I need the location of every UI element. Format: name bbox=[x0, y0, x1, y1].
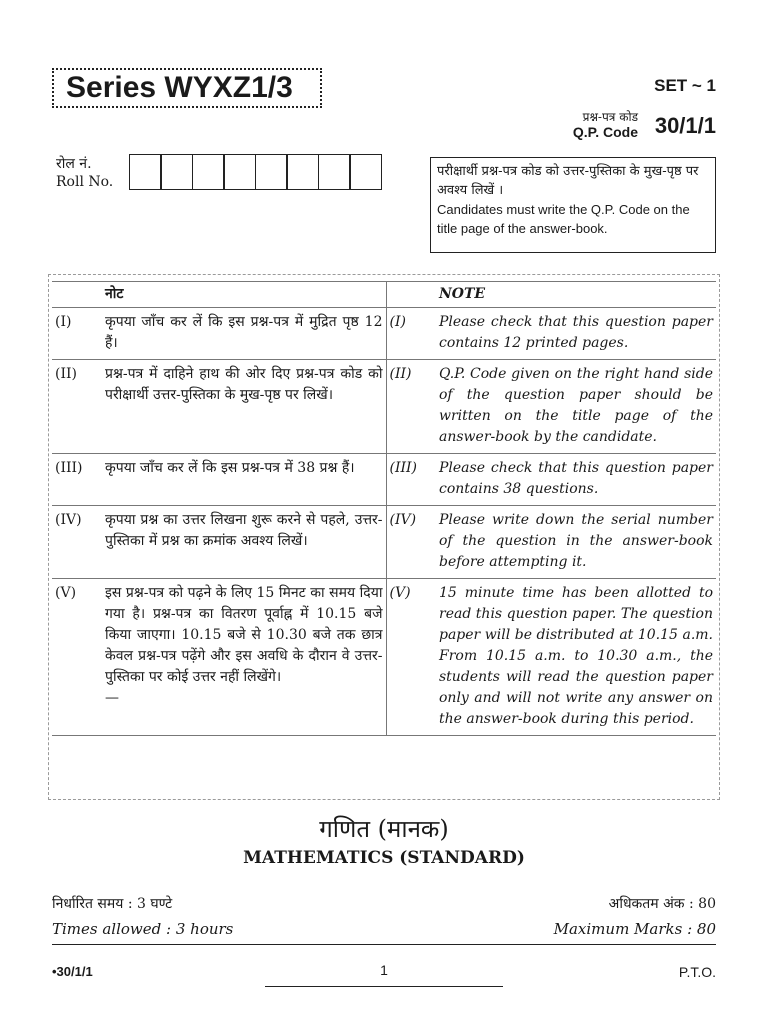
time-allowed-english: Times allowed : 3 hours bbox=[52, 920, 234, 938]
instruction-number-english: (II) bbox=[386, 360, 436, 454]
roll-number-box[interactable] bbox=[255, 154, 288, 190]
instruction-number-english: (III) bbox=[386, 454, 436, 506]
note-heading-hindi: नोट bbox=[102, 282, 386, 308]
instructions-heading-row bbox=[52, 282, 716, 308]
instruction-row bbox=[52, 360, 716, 454]
instruction-row bbox=[52, 454, 716, 506]
roll-number-box[interactable] bbox=[192, 154, 225, 190]
instruction-number-hindi: (II) bbox=[52, 360, 102, 454]
instruction-text-hindi: प्रश्न-पत्र में दाहिने हाथ की ओर दिए प्रश्न-पत्र कोड को परीक्षार्थी उत्तर-पुस्तिका के मुख-पृष्ठ पर लिखें। bbox=[102, 360, 386, 454]
pto-label: P.T.O. bbox=[678, 964, 716, 980]
roll-number-box[interactable] bbox=[349, 154, 382, 190]
roll-label-english: Roll No. bbox=[56, 174, 114, 190]
instruction-row bbox=[52, 308, 716, 360]
subject-title-english: MATHEMATICS (STANDARD) bbox=[243, 848, 525, 868]
footer-code: •30/1/1 bbox=[52, 964, 93, 979]
note-heading-english: NOTE bbox=[436, 282, 716, 308]
roll-number-box[interactable] bbox=[318, 154, 351, 190]
max-marks-hindi: अधिकतम अंक : 80 bbox=[608, 896, 716, 912]
roll-number-boxes bbox=[130, 154, 382, 190]
time-allowed-hindi: निर्धारित समय : 3 घण्टे bbox=[52, 896, 173, 912]
set-label: SET ~ 1 bbox=[654, 76, 716, 95]
instruction-text-english: Q.P. Code given on the right hand side of the question paper should be written on the title page of the answer-book by the candidate. bbox=[436, 360, 716, 454]
instruction-number-hindi: (III) bbox=[52, 454, 102, 506]
instructions-table bbox=[52, 281, 716, 736]
max-marks-english: Maximum Marks : 80 bbox=[553, 920, 716, 938]
instruction-text-english: Please write down the serial number of the question in the answer-book before attempting it. bbox=[436, 506, 716, 579]
footer-divider bbox=[265, 986, 503, 987]
instruction-text-hindi: कृपया जाँच कर लें कि इस प्रश्न-पत्र में 38 प्रश्न हैं। bbox=[102, 454, 386, 506]
instruction-number-hindi: (V) bbox=[52, 579, 102, 736]
instruction-number-english: (I) bbox=[386, 308, 436, 360]
instruction-row bbox=[52, 506, 716, 579]
roll-number-box[interactable] bbox=[223, 154, 256, 190]
qp-code-label-hindi: प्रश्न-पत्र कोड bbox=[582, 110, 638, 124]
instruction-number-english: (V) bbox=[386, 579, 436, 736]
roll-number-box[interactable] bbox=[129, 154, 162, 190]
roll-number-box[interactable] bbox=[160, 154, 193, 190]
instruction-text-english: Please check that this question paper contains 38 questions. bbox=[436, 454, 716, 506]
instruction-end-dash: — bbox=[105, 690, 119, 706]
instruction-text-hindi: कृपया जाँच कर लें कि इस प्रश्न-पत्र में मुद्रित पृष्ठ 12 हैं। bbox=[102, 308, 386, 360]
roll-label-hindi: रोल नं. bbox=[56, 156, 92, 172]
divider bbox=[52, 944, 716, 945]
candidate-note-english: Candidates must write the Q.P. Code on the title page of the answer-book. bbox=[437, 202, 690, 236]
instruction-number-english: (IV) bbox=[386, 506, 436, 579]
candidate-note-hindi: परीक्षार्थी प्रश्न-पत्र कोड को उत्तर-पुस्तिका के मुख-पृष्ठ पर अवश्य लिखें । bbox=[437, 164, 699, 198]
instruction-text-hindi: इस प्रश्न-पत्र को पढ़ने के लिए 15 मिनट का समय दिया गया है। प्रश्न-पत्र का वितरण पूर्वाह्न में 10.15 बजे किया जाएगा। 10.15 बजे से 10.30 बजे तक छात्र केवल प्रश्न-पत्र पढ़ेंगे और इस अवधि के दौरान वे उत्तर-पुस्तिका पर कोई उत्तर नहीं लिखेंगे। bbox=[105, 585, 383, 685]
qp-code-label-english: Q.P. Code bbox=[572, 124, 638, 140]
subject-title-hindi: गणित (मानक) bbox=[319, 815, 449, 843]
page-number: 1 bbox=[380, 962, 388, 978]
instruction-text-hindi: कृपया प्रश्न का उत्तर लिखना शुरू करने से पहले, उत्तर-पुस्तिका में प्रश्न का क्रमांक अवश्य लिखें। bbox=[102, 506, 386, 579]
instruction-text-english: 15 minute time has been allotted to read this question paper. The question paper will be distributed at 10.15 a.m. From 10.15 a.m. to 10.30 a.m., the students will read the question paper only and will not write any answer on the answer-book during this period. bbox=[436, 579, 716, 736]
series-label: Series WYXZ1/3 bbox=[52, 68, 322, 108]
qp-code: 30/1/1 bbox=[654, 113, 716, 138]
instruction-number-hindi: (I) bbox=[52, 308, 102, 360]
instruction-text-english: Please check that this question paper contains 12 printed pages. bbox=[436, 308, 716, 360]
instruction-number-hindi: (IV) bbox=[52, 506, 102, 579]
roll-number-box[interactable] bbox=[286, 154, 319, 190]
candidate-note-box bbox=[430, 157, 716, 253]
instruction-row bbox=[52, 579, 716, 736]
